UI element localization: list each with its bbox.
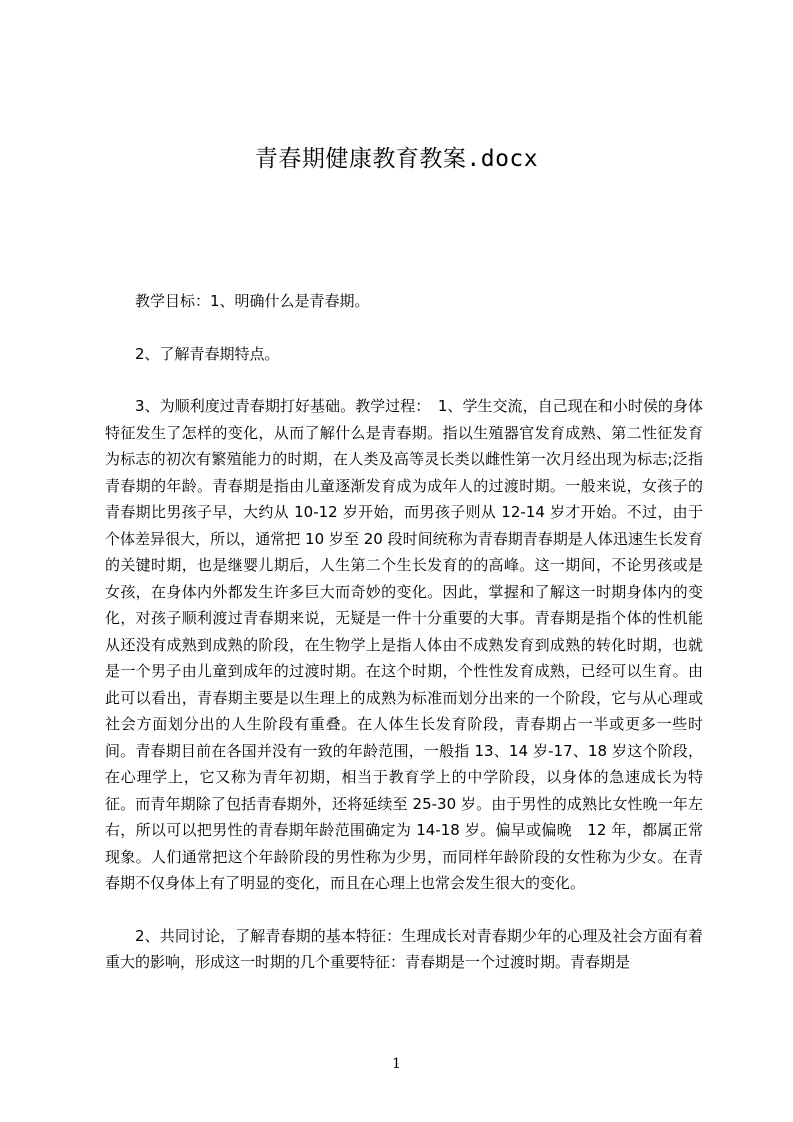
page-number: 1 (392, 1056, 401, 1072)
paragraph-teaching-goal: 教学目标：1、明确什么是青春期。 (135, 292, 370, 310)
document-body (105, 288, 703, 976)
paragraph-goal-3-and-process: 3、为顺利度过青春期打好基础。教学过程： 1、学生交流，自己现在和小时侯的身体特征发生了怎样的变化，从而了解什么是青春期。指以生殖器官发育成熟、第二性征发育为标志的初次有繁殖能力的时期，在人类及高等灵长类以雌性第一次月经出现为标志;泛指青春期的年龄。青春期是指由儿童逐渐发育成为成年人的过渡时期。一般来说，女孩子的青春期比男孩子早，大约从 10-12 岁开始，而男孩子则从 12-14 岁才开始。不过，由于个体差异很大，所以，通常把 10 岁至 20 段时间统称为青春期青春期是人体迅速生长发育的关键时期，也是继婴儿期后，人生第二个生长发育的的高峰。这一期间，不论男孩或是女孩，在身体内外都发生许多巨大而奇妙的变化。因此，掌握和了解这一时期身体内的变化，对孩子顺利渡过青春期来说，无疑是一件十分重要的大事。青春期是指个体的性机能从还没有成熟到成熟的阶段，在生物学上是指人体由不成熟发育到成熟的转化时期，也就是一个男子由儿童到成年的过渡时期。在这个时期，个性性发育成熟，已经可以生育。由此可以看出，青春期主要是以生理上的成熟为标准而划分出来的一个阶段，它与从心理或社会方面划分出的人生阶段有重叠。在人体生长发育阶段，青春期占一半或更多一些时间。青春期目前在各国并没有一致的年龄范围，一般指 13、14 岁-17、18 岁这个阶段，在心理学上，它又称为青年初期，相当于教育学上的中学阶段，以身体的急速成长为特征。而青年期除了包括青春期外，还将延续至 25-30 岁。由于男性的成熟比女性晚一年左右，所以可以把男性的青春期年龄范围确定为 14-18 岁。偏早或偏晚 12 年，都属正常现象。人们通常把这个年龄阶段的男性称为少男，而同样年龄阶段的女性称为少女。在青春期不仅身体上有了明显的变化，而且在心理上也常会发生很大的变化。 (105, 397, 703, 892)
paragraph-goal-2: 2、了解青春期特点。 (135, 344, 280, 363)
paragraph-discussion: 2、共同讨论，了解青春期的基本特征：生理成长对青春期少年的心理及社会方面有着重大的影响，形成这一时期的几个重要特征：青春期是一个过渡时期。青春期是 (105, 926, 703, 971)
document-title: 青春期健康教育教案.docx (254, 146, 539, 172)
